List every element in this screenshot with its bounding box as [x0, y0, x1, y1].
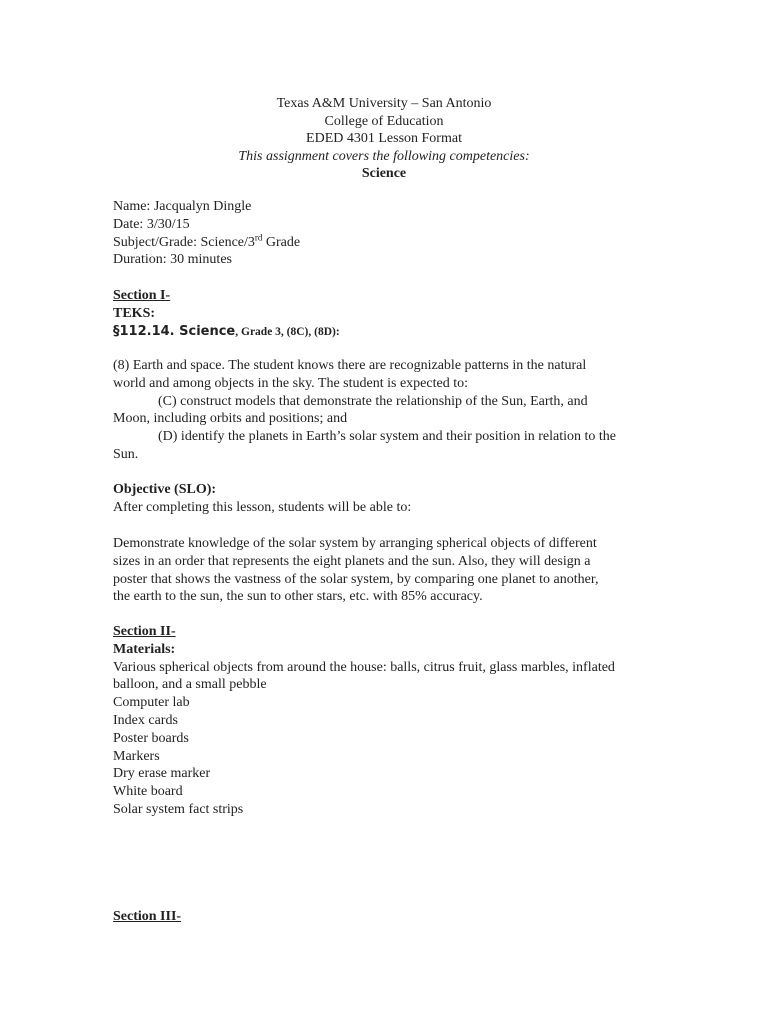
material-item: Markers: [113, 748, 160, 764]
subject-heading: Science: [361, 166, 407, 181]
section-2-heading: Section II-: [113, 624, 176, 639]
standard-line: world and among objects in the sky. The student is expected to:: [113, 375, 468, 391]
material-item: Dry erase marker: [113, 766, 211, 782]
standards-text: [113, 357, 643, 464]
material-item: Solar system fact strips: [113, 801, 244, 817]
lesson-duration: Duration: 30 minutes: [113, 252, 232, 268]
objective-line: the earth to the sun, the sun to other stars, etc. with 85% accuracy.: [113, 589, 483, 605]
material-item: Index cards: [113, 712, 178, 728]
standard-line: (8) Earth and space. The student knows there are recognizable patterns in the natural: [113, 358, 587, 373]
student-name: Name: Jacqualyn Dingle: [113, 199, 252, 214]
material-item: balloon, and a small pebble: [113, 677, 267, 693]
subject-grade: Subject/Grade: Science/3rd Grade: [113, 231, 301, 250]
university-name: Texas A&M University – San Antonio: [276, 96, 492, 111]
objective-line: Demonstrate knowledge of the solar system by arranging spherical objects of different: [113, 536, 597, 551]
lesson-info: [113, 198, 643, 269]
college-name: College of Education: [324, 113, 444, 129]
teks-label: TEKS:: [113, 305, 156, 321]
competencies-line: This assignment covers the following competencies:: [238, 148, 530, 164]
standard-d-cont: Sun.: [113, 446, 139, 462]
section-1-heading: Section I-: [113, 288, 171, 303]
standard-d: (D) identify the planets in Earth’s solar system and their position in relation to the: [158, 429, 617, 445]
course-title: EDED 4301 Lesson Format: [306, 131, 462, 146]
objective-label: Objective (SLO):: [113, 482, 217, 497]
section-3: [113, 908, 643, 926]
document-header: [0, 95, 768, 183]
lesson-date: Date: 3/30/15: [113, 216, 190, 232]
objective-line: sizes in an order that represents the eight planets and the sun. Also, they will design a: [113, 553, 591, 569]
standard-c: (C) construct models that demonstrate the relationship of the Sun, Earth, and: [158, 393, 588, 409]
material-item: Various spherical objects from around the house: balls, citrus fruit, glass marbles, inflated: [113, 659, 615, 675]
teks-standard: §112.14. Science, Grade 3, (8C), (8D):: [113, 323, 340, 339]
section-3-heading: Section III-: [113, 909, 182, 924]
objective-line: poster that shows the vastness of the solar system, by comparing one planet to another,: [113, 571, 599, 587]
objective-description: [113, 535, 643, 606]
section-2: [113, 623, 643, 819]
material-item: Computer lab: [113, 695, 190, 711]
objective-block: [113, 481, 643, 517]
objective-intro: After completing this lesson, students will be able to:: [113, 499, 412, 515]
section-1: [113, 287, 643, 341]
material-item: White board: [113, 784, 183, 800]
material-item: Poster boards: [113, 730, 189, 746]
materials-label: Materials:: [113, 641, 176, 657]
standard-c-cont: Moon, including orbits and positions; and: [113, 411, 348, 427]
